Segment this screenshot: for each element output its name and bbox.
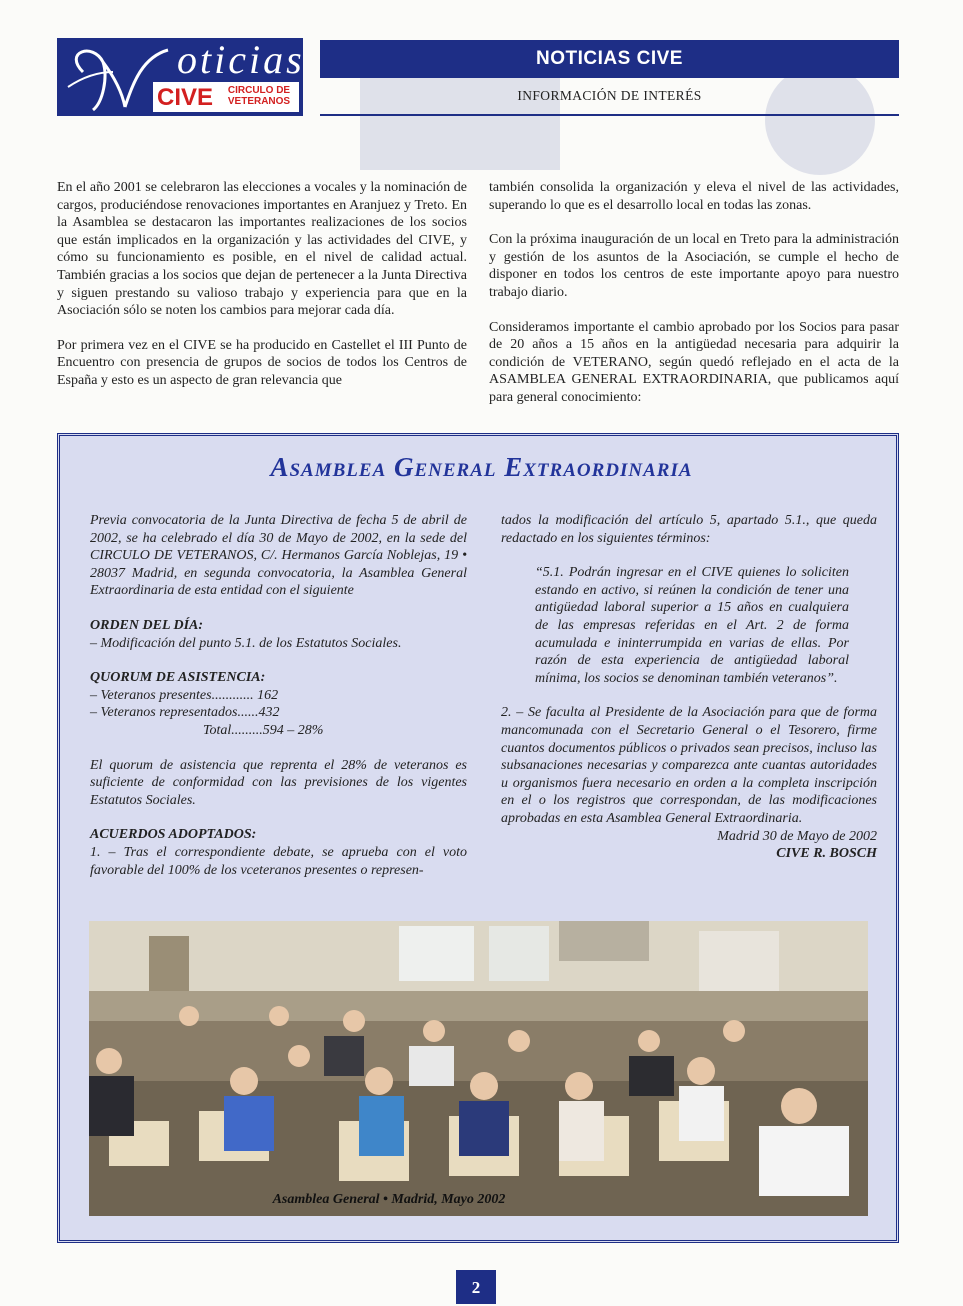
intro-paragraph: Consideramos importante el cambio aprobado por los Socios para pasar de 20 años a 15 años en la antigüedad necesaria para adquirir la condición de VETERANO, según quedó reflejado en el acta de la ASAMBLEA GENERAL EXTRAORDINARIA, que publicamos aquí para general conocimiento: bbox=[489, 319, 899, 405]
statute-quote: “5.1. Podrán ingresar en el CIVE quienes lo soliciten estando en activo, si reúnen la condición de tener una antigüedad laboral superior a 15 años en cualquiera de las empresas referidas en el Art. 2 de forma acumulada e ininterrumpida en varias de ellas. Por razón de esta experiencia de antigüedad laboral mínima, los socios se denominan también veteranos”. bbox=[535, 565, 849, 686]
background-watermark bbox=[300, 60, 920, 180]
section-subtitle: INFORMACIÓN DE INTERÉS bbox=[517, 88, 702, 103]
quorum-represented: – Veteranos representados......432 bbox=[90, 705, 280, 721]
section-title: NOTICIAS CIVE bbox=[320, 40, 899, 78]
acuerdo-1-continuation: tados la modificación del artículo 5, apartado 5.1., que queda redactado en los siguientes términos: bbox=[501, 513, 877, 546]
orden-heading: ORDEN DEL DÍA: bbox=[90, 617, 204, 633]
intro-paragraph: En el año 2001 se celebraron las elecciones a vocales y la nominación de cargos, produciéndose renovaciones importantes en Aranjuez y Treto. En la Asamblea se destacaron las importantes realizaciones de los socios que están implicados en la organización y las actividades del CIVE, y cómo su funcionamiento es posible, en el nivel de calidad actual. También gracias a los socios que dejan de pertenecer a la Junta Directiva y siguen prestando su valioso trabajo y experiencia para que en la Asociación sólo se noten los cambios para mejorar cada día. bbox=[57, 180, 467, 319]
photo-caption: Asamblea General • Madrid, Mayo 2002 bbox=[272, 1192, 506, 1207]
acuerdo-2: 2. – Se faculta al Presidente de la Asociación para que de forma mancomunada con el Secretario General o el Tesorero, firme cuantos documentos públicos o privados sean precisos, incluso las subsanaciones necesarias y comparezca ante cuantas autoridades u organismos fuera necesario en orden a la completa inscripción en el o los registros que correspondan, de las modificaciones aprobadas en esta Asamblea General Extraordinaria. bbox=[501, 705, 877, 826]
logo-word: oticias bbox=[177, 37, 305, 82]
assembly-column-right bbox=[501, 512, 877, 863]
intro-paragraph: Con la próxima inauguración de un local en Treto para la administración y gestión de los asuntos de la Asociación, se cumple el hecho de disponer en todos los centros de este importante apoyo para nuestro trabajo diario. bbox=[489, 232, 899, 300]
intro-paragraph: Por primera vez en el CIVE se ha producido en Castellet el III Punto de Encuentro con presencia de grupos de socios de todos los Centros de España y esto es un aspecto de gran relevancia que bbox=[57, 337, 467, 388]
quorum-note: El quorum de asistencia que reprenta el 28% de veteranos es suficiente de conformidad con las previsiones de los vigentes Estatutos Sociales. bbox=[90, 757, 467, 808]
quorum-present: – Veteranos presentes............ 162 bbox=[90, 687, 279, 703]
logo-subtitle: CIRCULO DE VETERANOS bbox=[227, 85, 291, 107]
logo-brand: CIVE bbox=[157, 84, 214, 111]
quorum-total: Total.........594 – 28% bbox=[203, 722, 324, 738]
page-number: 2 bbox=[456, 1270, 496, 1304]
acuerdos-heading: ACUERDOS ADOPTADOS: bbox=[90, 827, 257, 843]
header-divider bbox=[320, 114, 899, 116]
assembly-intro: Previa convocatoria de la Junta Directiva de fecha 5 de abril de 2002, se ha celebrado el día 30 de Mayo de 2002, en la sede del CIRCULO DE VETERANOS, C/. Hermanos García Noblejas, 19 • 28037 Madrid, en segunda convocatoria, la Asamblea General Extraordinaria de esta entidad con el siguiente bbox=[90, 513, 467, 599]
assembly-column-left bbox=[90, 512, 467, 879]
orden-item: – Modificación del punto 5.1. de los Estatutos Sociales. bbox=[90, 635, 402, 651]
acuerdo-1: 1. – Tras el correspondiente debate, se aprueba con el voto favorable del 100% de los vceteranos presentes o represen- bbox=[90, 844, 467, 878]
intro-column-left bbox=[57, 179, 467, 407]
signing-date: Madrid 30 de Mayo de 2002 bbox=[717, 828, 877, 844]
quorum-heading: QUORUM DE ASISTENCIA: bbox=[90, 670, 266, 686]
assembly-title: Asamblea General Extraordinaria bbox=[270, 452, 693, 482]
signature: CIVE R. BOSCH bbox=[776, 846, 877, 862]
intro-paragraph: también consolida la organización y eleva el nivel de las actividades, superando lo que es el desarrollo local en todas las zonas. bbox=[489, 180, 899, 213]
assembly-photo bbox=[89, 921, 868, 1216]
noticias-logo bbox=[57, 38, 303, 116]
intro-column-right bbox=[489, 179, 899, 424]
